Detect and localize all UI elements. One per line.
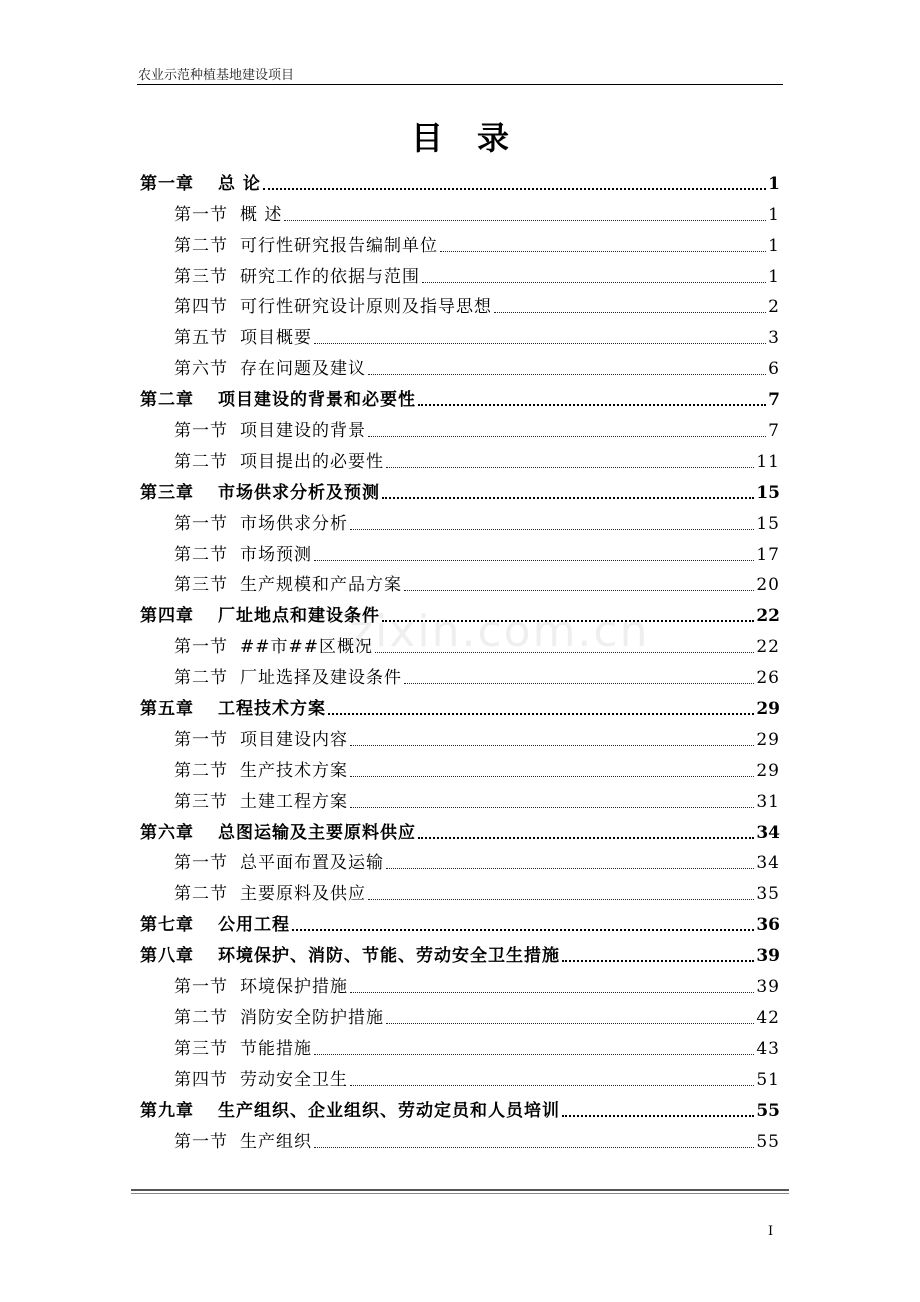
toc-entry-title: 项目建设内容 xyxy=(240,729,348,750)
toc-entry-number: 第一节 xyxy=(174,977,228,998)
toc-leader-dots xyxy=(368,374,766,375)
toc-entry-number: 第一节 xyxy=(174,513,228,534)
toc-entry-title: 存在问题及建议 xyxy=(240,359,366,380)
toc-entry-title: 总平面布置及运输 xyxy=(240,853,384,874)
toc-entry-page: 34 xyxy=(756,853,780,874)
toc-entry-number: 第三节 xyxy=(174,1038,228,1059)
toc-entry-number: 第六节 xyxy=(174,359,228,380)
toc-entry-number: 第二节 xyxy=(174,544,228,565)
toc-entry-title: 主要原料及供应 xyxy=(240,884,366,905)
toc-entry-page: 20 xyxy=(756,575,780,596)
toc-section-entry[interactable] xyxy=(140,1121,780,1152)
toc-section-entry[interactable] xyxy=(140,565,780,596)
toc-entry-label xyxy=(140,385,416,410)
toc-entry-number: 第四节 xyxy=(174,297,228,318)
toc-entry-number: 第一章 xyxy=(140,173,194,194)
toc-entry-title: 可行性研究报告编制单位 xyxy=(240,235,438,256)
toc-entry-title: 概 述 xyxy=(240,204,283,225)
toc-section-entry[interactable] xyxy=(140,287,780,318)
toc-entry-title: 项目建设的背景 xyxy=(240,421,366,442)
toc-entry-page: 55 xyxy=(756,1131,780,1152)
toc-section-entry[interactable] xyxy=(140,997,780,1028)
toc-entry-page: 6 xyxy=(768,359,780,380)
toc-entry-label xyxy=(174,416,366,441)
toc-entry-label xyxy=(174,725,348,750)
toc-entry-label xyxy=(174,756,348,781)
toc-chapter-entry[interactable] xyxy=(140,688,780,719)
toc-leader-dots xyxy=(350,776,754,777)
toc-entry-number: 第一节 xyxy=(174,729,228,750)
toc-entry-label xyxy=(174,323,312,348)
toc-leader-dots xyxy=(562,1115,754,1117)
toc-entry-page: 26 xyxy=(756,668,780,689)
toc-entry-title: 公用工程 xyxy=(218,915,290,936)
toc-entry-page: 1 xyxy=(768,235,780,256)
toc-entry-number: 第三章 xyxy=(140,482,194,503)
toc-leader-dots xyxy=(422,282,766,283)
toc-entry-page: 1 xyxy=(768,266,780,287)
toc-entry-label xyxy=(140,941,560,966)
toc-entry-page: 31 xyxy=(756,791,780,812)
toc-leader-dots xyxy=(314,343,766,344)
toc-section-entry[interactable] xyxy=(140,256,780,287)
toc-entry-page: 15 xyxy=(756,513,780,534)
toc-entry-page: 42 xyxy=(756,1007,780,1028)
toc-leader-dots xyxy=(368,899,754,900)
toc-entry-label xyxy=(174,1034,312,1059)
toc-leader-dots xyxy=(350,807,754,808)
toc-entry-page: 55 xyxy=(756,1100,780,1121)
toc-section-entry[interactable] xyxy=(140,750,780,781)
toc-section-entry[interactable] xyxy=(140,503,780,534)
toc-leader-dots xyxy=(314,560,754,561)
toc-entry-number: 第二章 xyxy=(140,390,194,411)
toc-leader-dots xyxy=(404,590,754,591)
toc-leader-dots xyxy=(382,497,754,499)
toc-entry-number: 第二节 xyxy=(174,668,228,689)
toc-entry-label xyxy=(174,509,348,534)
toc-entry-number: 第三节 xyxy=(174,266,228,287)
toc-chapter-entry[interactable] xyxy=(140,163,780,194)
toc-entry-title: 研究工作的依据与范围 xyxy=(240,266,420,287)
toc-entry-number: 第一节 xyxy=(174,421,228,442)
toc-entry-page: 29 xyxy=(756,699,780,720)
toc-entry-number: 第一节 xyxy=(174,1131,228,1152)
toc-entry-page: 3 xyxy=(768,328,780,349)
toc-section-entry[interactable] xyxy=(140,873,780,904)
toc-entry-title: 市场预测 xyxy=(240,544,312,565)
toc-entry-page: 36 xyxy=(756,915,780,936)
toc-leader-dots xyxy=(418,837,754,839)
toc-leader-dots xyxy=(386,467,754,468)
toc-entry-label xyxy=(174,292,492,317)
toc-section-entry[interactable] xyxy=(140,626,780,657)
toc-leader-dots xyxy=(386,1023,754,1024)
toc-entry-title: 市场供求分析 xyxy=(240,513,348,534)
toc-leader-dots xyxy=(350,992,754,993)
toc-chapter-entry[interactable] xyxy=(140,1090,780,1121)
toc-entry-title: 项目概要 xyxy=(240,328,312,349)
toc-entry-label xyxy=(174,570,402,595)
toc-chapter-entry[interactable] xyxy=(140,472,780,503)
toc-leader-dots xyxy=(494,312,766,313)
toc-entry-label xyxy=(174,632,373,657)
toc-section-entry[interactable] xyxy=(140,966,780,997)
toc-leader-dots xyxy=(328,713,754,715)
toc-entry-label xyxy=(174,354,366,379)
header-rule xyxy=(137,84,783,85)
toc-chapter-entry[interactable] xyxy=(140,379,780,410)
toc-entry-number: 第一节 xyxy=(174,637,228,658)
toc-leader-dots xyxy=(368,436,766,437)
watermark: zixin.com.cn xyxy=(350,606,650,657)
toc-leader-dots xyxy=(440,251,766,252)
toc-entry-page: 29 xyxy=(756,729,780,750)
toc-leader-dots xyxy=(375,652,754,653)
toc-entry-label xyxy=(174,231,438,256)
toc-entry-page: 1 xyxy=(768,204,780,225)
toc-chapter-entry[interactable] xyxy=(140,595,780,626)
toc-entry-number: 第二节 xyxy=(174,884,228,905)
toc-entry-number: 第六章 xyxy=(140,822,194,843)
toc-entry-label xyxy=(140,601,380,626)
toc-leader-dots xyxy=(292,929,754,931)
toc-entry-title: 总图运输及主要原料供应 xyxy=(218,822,416,843)
toc-entry-number: 第二节 xyxy=(174,1007,228,1028)
running-header: 农业示范种植基地建设项目 xyxy=(138,68,295,83)
toc-leader-dots xyxy=(404,683,754,684)
toc-entry-title: 劳动安全卫生 xyxy=(240,1069,348,1090)
toc-section-entry[interactable] xyxy=(140,194,780,225)
toc-entry-label xyxy=(174,879,366,904)
toc-entry-number: 第九章 xyxy=(140,1100,194,1121)
toc-entry-number: 第七章 xyxy=(140,915,194,936)
toc-entry-page: 51 xyxy=(756,1069,780,1090)
toc-section-entry[interactable] xyxy=(140,441,780,472)
toc-leader-dots xyxy=(418,404,766,406)
toc-entry-title: 生产组织 xyxy=(240,1131,312,1152)
toc-chapter-entry[interactable] xyxy=(140,904,780,935)
toc-entry-title: ##市##区概况 xyxy=(240,637,373,658)
toc-title: 目录 xyxy=(410,119,543,157)
toc-entry-title: 消防安全防护措施 xyxy=(240,1007,384,1028)
toc-entry-label xyxy=(174,1003,384,1028)
toc-entry-title: 厂址选择及建设条件 xyxy=(240,668,402,689)
toc-section-entry[interactable] xyxy=(140,843,780,874)
footer-rule-thin xyxy=(131,1193,789,1194)
toc-entry-label xyxy=(140,694,326,719)
toc-section-entry[interactable] xyxy=(140,1028,780,1059)
toc-entry-number: 第一节 xyxy=(174,204,228,225)
toc-leader-dots xyxy=(350,529,754,530)
toc-entry-title: 市场供求分析及预测 xyxy=(218,482,380,503)
toc-leader-dots xyxy=(314,1147,754,1148)
toc-entry-title: 项目建设的背景和必要性 xyxy=(218,390,416,411)
toc-entry-number: 第四章 xyxy=(140,606,194,627)
toc-leader-dots xyxy=(314,1054,754,1055)
toc-entry-title: 项目提出的必要性 xyxy=(240,451,384,472)
toc-entry-label xyxy=(174,540,312,565)
toc-entry-label xyxy=(140,1096,560,1121)
toc-entry-page: 34 xyxy=(756,822,780,843)
toc-entry-page: 2 xyxy=(768,297,780,318)
toc-entry-label xyxy=(174,663,402,688)
toc-entry-page: 39 xyxy=(756,977,780,998)
toc-entry-label xyxy=(174,972,348,997)
toc-entry-title: 环境保护措施 xyxy=(240,977,348,998)
toc-entry-number: 第一节 xyxy=(174,853,228,874)
toc-entry-page: 29 xyxy=(756,760,780,781)
toc-entry-label xyxy=(174,200,282,225)
toc-entry-label xyxy=(174,848,384,873)
toc-section-entry[interactable] xyxy=(140,225,780,256)
toc-entry-page: 35 xyxy=(756,884,780,905)
toc-chapter-entry[interactable] xyxy=(140,935,780,966)
toc-entry-page: 39 xyxy=(756,946,780,967)
toc-section-entry[interactable] xyxy=(140,317,780,348)
toc-entry-number: 第二节 xyxy=(174,235,228,256)
toc-leader-dots xyxy=(284,220,766,221)
toc-leader-dots xyxy=(386,868,754,869)
toc-section-entry[interactable] xyxy=(140,410,780,441)
page-number: I xyxy=(768,1224,774,1239)
toc-entry-page: 17 xyxy=(756,544,780,565)
toc-entry-label xyxy=(140,478,380,503)
toc-section-entry[interactable] xyxy=(140,781,780,812)
toc-entry-number: 第二节 xyxy=(174,760,228,781)
toc-entry-page: 43 xyxy=(756,1038,780,1059)
toc-entry-label xyxy=(140,910,290,935)
toc-leader-dots xyxy=(382,620,754,622)
toc-entry-label xyxy=(174,787,348,812)
toc-entry-title: 生产技术方案 xyxy=(240,760,348,781)
toc-entry-page: 22 xyxy=(756,606,780,627)
toc-entry-label xyxy=(140,818,416,843)
toc-section-entry[interactable] xyxy=(140,534,780,565)
toc-section-entry[interactable] xyxy=(140,1059,780,1090)
toc-entry-page: 1 xyxy=(768,173,780,194)
toc-entry-label xyxy=(174,1065,348,1090)
toc-leader-dots xyxy=(263,188,766,190)
toc-entry-number: 第五章 xyxy=(140,699,194,720)
toc-section-entry[interactable] xyxy=(140,657,780,688)
toc-section-entry[interactable] xyxy=(140,348,780,379)
toc-entry-title: 土建工程方案 xyxy=(240,791,348,812)
toc-leader-dots xyxy=(350,1085,754,1086)
toc-entry-label xyxy=(174,1127,312,1152)
toc-entry-number: 第四节 xyxy=(174,1069,228,1090)
toc-leader-dots xyxy=(350,745,754,746)
toc-entry-title: 节能措施 xyxy=(240,1038,312,1059)
toc-leader-dots xyxy=(562,960,754,962)
toc-entry-title: 工程技术方案 xyxy=(218,699,326,720)
toc-entry-page: 22 xyxy=(756,637,780,658)
toc-chapter-entry[interactable] xyxy=(140,812,780,843)
footer-rule xyxy=(131,1189,789,1191)
toc-section-entry[interactable] xyxy=(140,719,780,750)
toc-entry-page: 11 xyxy=(756,451,780,472)
toc-entry-label xyxy=(140,169,261,194)
toc-entry-number: 第八章 xyxy=(140,946,194,967)
toc-entry-title: 生产规模和产品方案 xyxy=(240,575,402,596)
toc-entry-title: 总 论 xyxy=(218,173,261,194)
toc-entry-title: 生产组织、企业组织、劳动定员和人员培训 xyxy=(218,1100,560,1121)
toc-entry-title: 环境保护、消防、节能、劳动安全卫生措施 xyxy=(218,946,560,967)
toc-entry-number: 第三节 xyxy=(174,575,228,596)
toc-entry-page: 7 xyxy=(768,390,780,411)
toc-entry-page: 15 xyxy=(756,482,780,503)
toc-entry-title: 厂址地点和建设条件 xyxy=(218,606,380,627)
toc-entry-number: 第二节 xyxy=(174,451,228,472)
toc-entry-page: 7 xyxy=(768,421,780,442)
toc-entry-label xyxy=(174,447,384,472)
toc-entry-number: 第三节 xyxy=(174,791,228,812)
toc-entry-number: 第五节 xyxy=(174,328,228,349)
toc-entry-title: 可行性研究设计原则及指导思想 xyxy=(240,297,492,318)
table-of-contents xyxy=(140,163,780,1152)
toc-entry-label xyxy=(174,262,420,287)
